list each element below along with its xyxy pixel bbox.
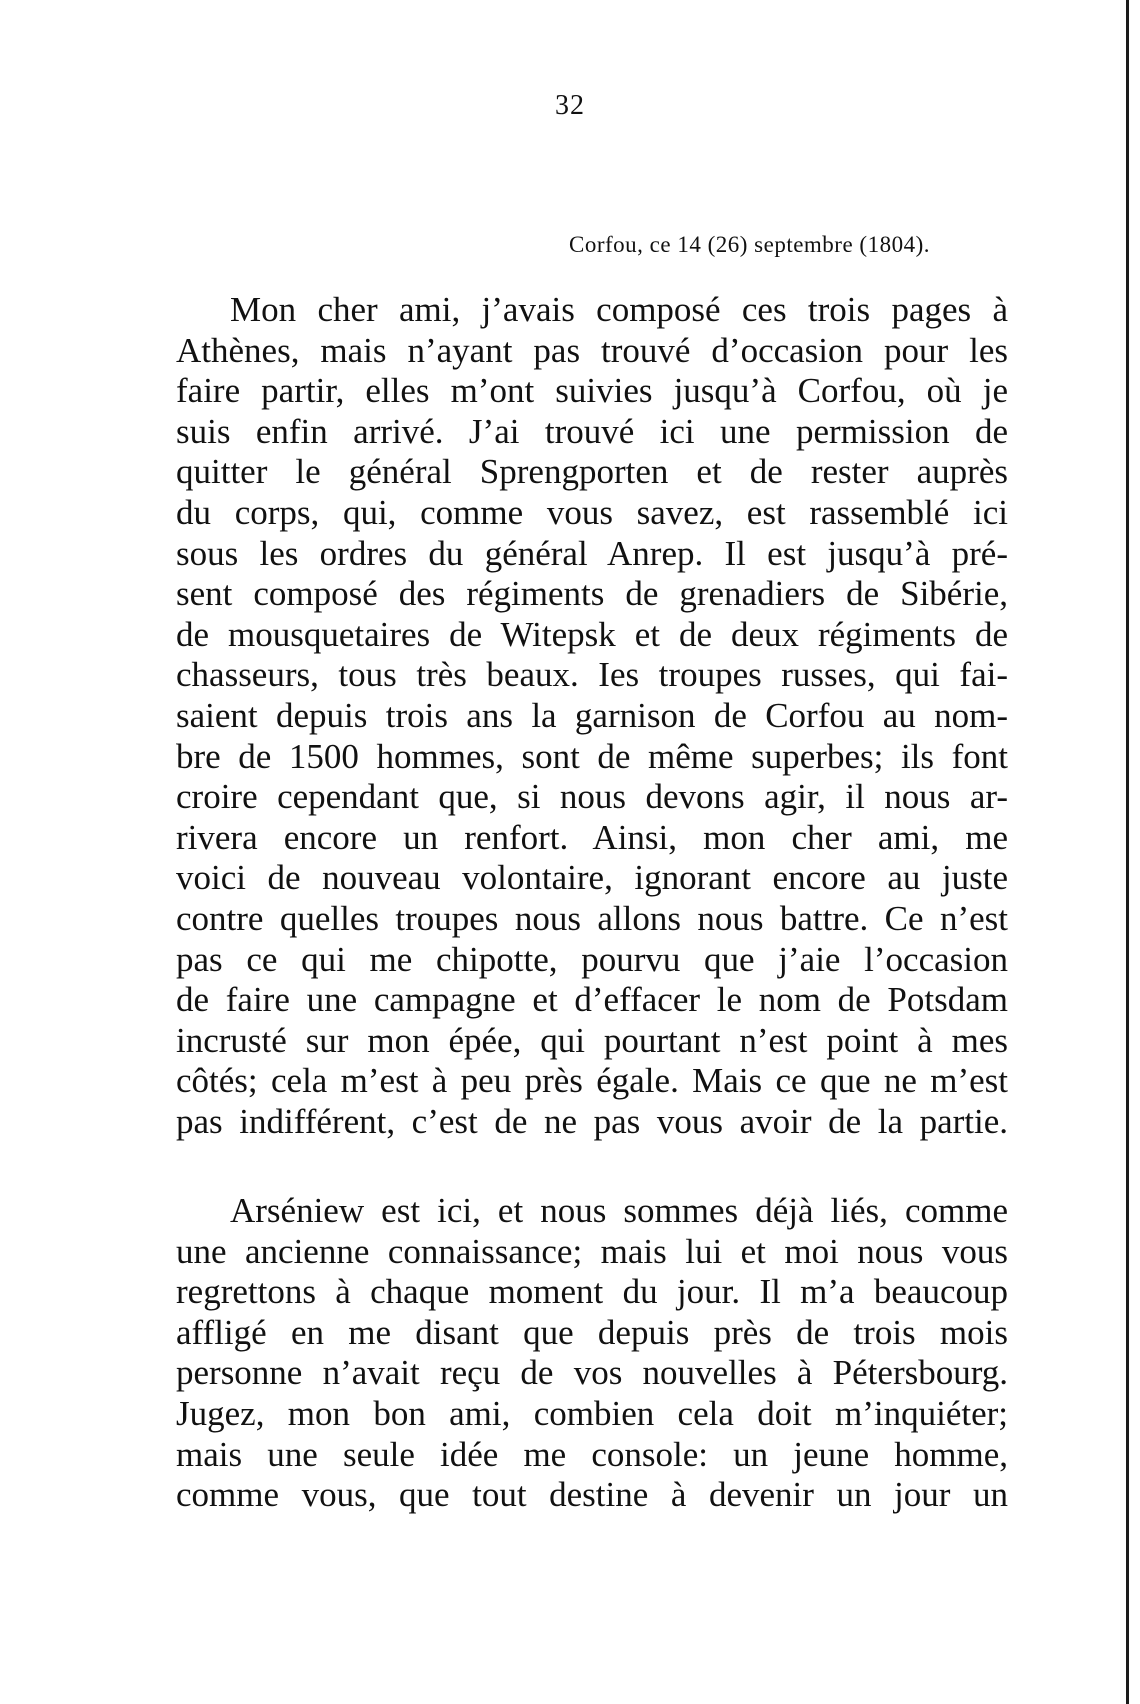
text-line: regrettons à chaque moment du jour. Il m’a beaucoup: [176, 1272, 1008, 1312]
text-line: Arséniew est ici, et nous sommes déjà liés, comme: [230, 1191, 1008, 1230]
text-line: de mousquetaires de Witepsk et de deux régiments de: [176, 614, 1008, 654]
paragraph-1: [176, 290, 1008, 1142]
text-line: bre de 1500 hommes, sont de même superbes; ils font: [176, 736, 1008, 776]
text-line: comme vous, que tout destine à devenir un jour un: [176, 1475, 1008, 1515]
text-line: faire partir, elles m’ont suivies jusqu’à Corfou, où je: [176, 371, 1008, 411]
text-line: pas ce qui me chipotte, pourvu que j’aie l’occasion: [176, 939, 1008, 979]
text-line: sous les ordres du général Anrep. Il est jusqu’à pré-: [176, 533, 1008, 573]
text-line: incrusté sur mon épée, qui pourtant n’est point à mes: [176, 1020, 1008, 1060]
paragraph-2: [176, 1191, 1008, 1516]
letter-dateline: Corfou, ce 14 (26) septembre (1804).: [569, 232, 930, 257]
text-line: personne n’avait reçu de vos nouvelles à Pétersbourg.: [176, 1353, 1008, 1393]
text-line: suis enfin arrivé. J’ai trouvé ici une permission de: [176, 411, 1008, 451]
text-line: Mon cher ami, j’avais composé ces trois pages à: [230, 290, 1008, 329]
text-line: croire cependant que, si nous devons agir, il nous ar-: [176, 777, 1008, 817]
text-line: côtés; cela m’est à peu près égale. Mais ce que ne m’est: [176, 1061, 1008, 1101]
page-edge-rule: [1126, 0, 1129, 1704]
text-line: chasseurs, tous très beaux. Ies troupes russes, qui fai-: [176, 655, 1008, 695]
text-line: mais une seule idée me console: un jeune homme,: [176, 1434, 1008, 1474]
text-line: quitter le général Sprengporten et de rester auprès: [176, 452, 1008, 492]
text-line: une ancienne connaissance; mais lui et moi nous vous: [176, 1231, 1008, 1271]
text-line: Jugez, mon bon ami, combien cela doit m’inquiéter;: [176, 1393, 1008, 1433]
text-line: Athènes, mais n’ayant pas trouvé d’occasion pour les: [176, 330, 1008, 370]
text-line: rivera encore un renfort. Ainsi, mon cher ami, me: [176, 817, 1008, 857]
text-line: contre quelles troupes nous allons nous battre. Ce n’est: [176, 898, 1008, 938]
page-number: 32: [555, 90, 585, 121]
text-line: pas indifférent, c’est de ne pas vous avoir de la partie.: [176, 1101, 1008, 1141]
text-line: sent composé des régiments de grenadiers de Sibérie,: [176, 574, 1008, 614]
text-line: du corps, qui, comme vous savez, est rassemblé ici: [176, 492, 1008, 532]
text-line: voici de nouveau volontaire, ignorant encore au juste: [176, 858, 1008, 898]
text-line: affligé en me disant que depuis près de trois mois: [176, 1312, 1008, 1352]
text-line: de faire une campagne et d’effacer le nom de Potsdam: [176, 980, 1008, 1020]
text-line: saient depuis trois ans la garnison de Corfou au nom-: [176, 695, 1008, 735]
